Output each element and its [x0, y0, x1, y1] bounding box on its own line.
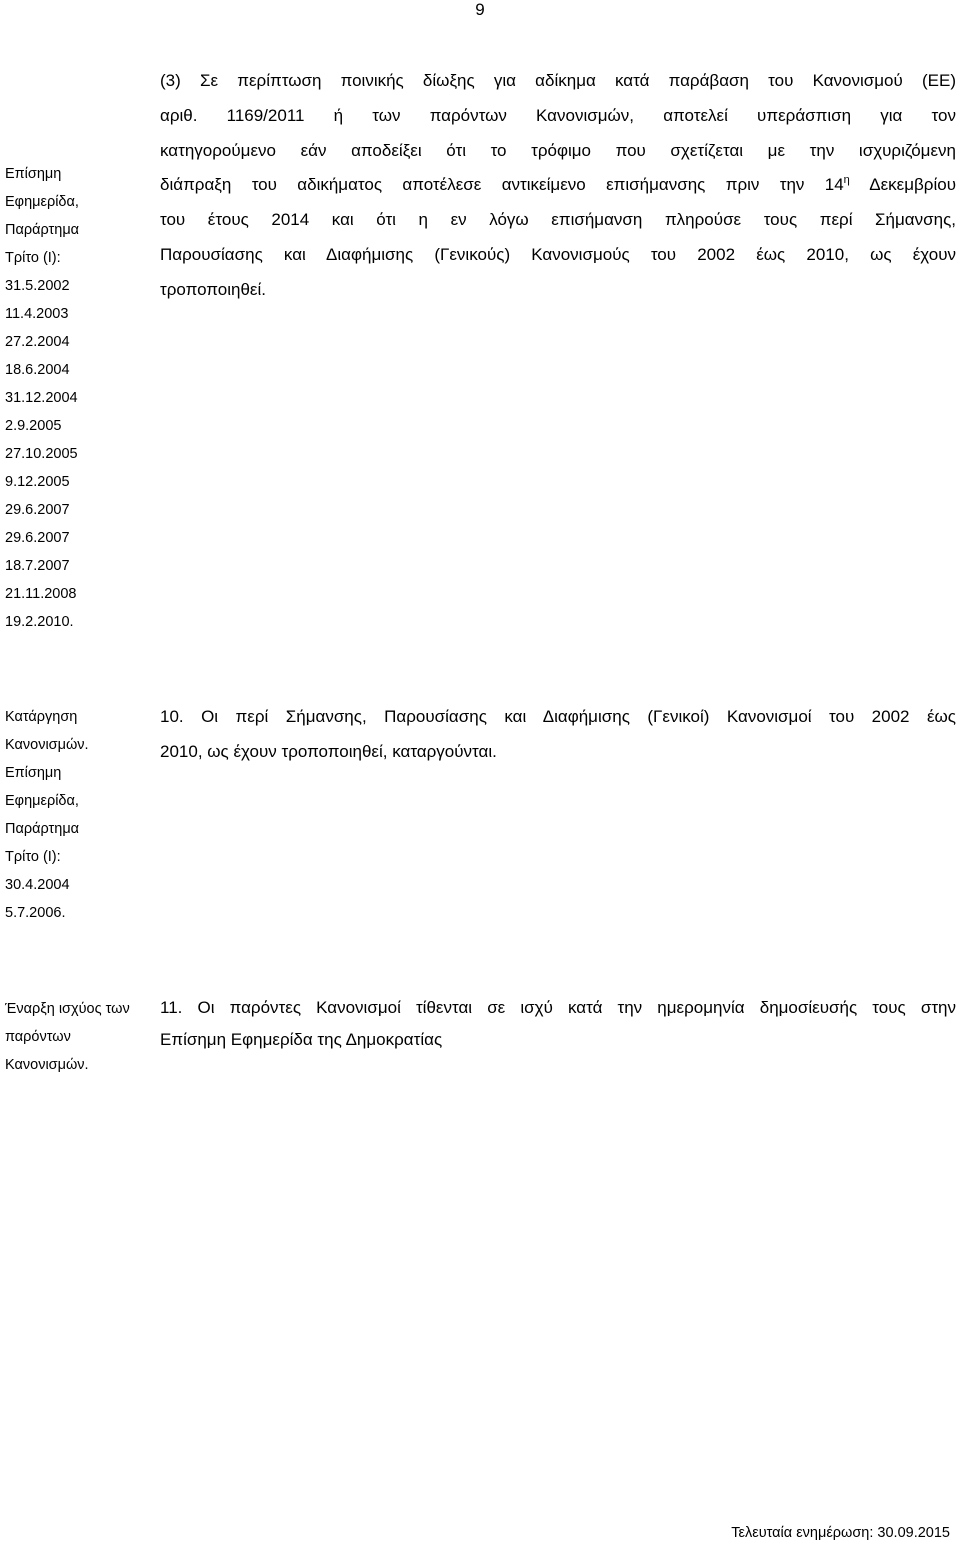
- margin-line: 11.4.2003: [5, 306, 69, 322]
- text-line: 10. Οι περί Σήμανσης, Παρουσίασης και Διαφήμισης (Γενικοί) Κανονισμοί του 2002 έως: [160, 707, 956, 726]
- margin-line: Τρίτο (Ι):: [5, 849, 61, 865]
- margin-line: 2.9.2005: [5, 418, 62, 434]
- margin-line: 29.6.2007: [5, 530, 70, 546]
- margin-line: 31.12.2004: [5, 390, 78, 406]
- footer-last-updated: Τελευταία ενημέρωση: 30.09.2015: [731, 1525, 950, 1541]
- margin-line: 5.7.2006.: [5, 905, 66, 921]
- text-line: του έτους 2014 και ότι η εν λόγω επισήμανση πληρούσε τους περί Σήμανσης,: [160, 210, 956, 230]
- margin-note-gazette-refs: [5, 160, 155, 636]
- text-line: τροποποιηθεί.: [160, 279, 267, 299]
- margin-line: Κανονισμών.: [5, 737, 89, 753]
- margin-line: 27.2.2004: [5, 334, 70, 350]
- margin-line: Έναρξη ισχύος των: [5, 1001, 130, 1017]
- margin-line: Επίσημη: [5, 166, 62, 182]
- margin-line: 27.10.2005: [5, 446, 78, 462]
- margin-line: παρόντων: [5, 1029, 71, 1045]
- paragraph-repeal: [160, 700, 956, 770]
- superscript: η: [843, 174, 850, 187]
- text-line: 2010, ως έχουν τροποποιηθεί, καταργούνται.: [160, 741, 497, 761]
- margin-line: Παράρτημα: [5, 821, 80, 837]
- text-line: κατηγορούμενο εάν αποδείξει ότι το τρόφιμο που σχετίζεται με την ισχυριζόμενη: [160, 140, 956, 160]
- margin-line: 19.2.2010.: [5, 614, 74, 630]
- margin-note-commencement: [5, 995, 155, 1079]
- margin-line: Τρίτο (Ι):: [5, 250, 61, 266]
- margin-line: 18.6.2004: [5, 362, 70, 378]
- text-line: (3) Σε περίπτωση ποινικής δίωξης για αδίκημα κατά παράβαση του Κανονισμού (ΕΕ): [160, 71, 956, 90]
- margin-line: Επίσημη: [5, 765, 62, 781]
- text-line-with-superscript: [160, 168, 956, 203]
- text-line: Επίσημη Εφημερίδα της Δημοκρατίας: [160, 1030, 443, 1049]
- text-fragment: Δεκεμβρίου: [849, 175, 956, 195]
- margin-line: 31.5.2002: [5, 278, 70, 294]
- text-line: αριθ. 1169/2011 ή των παρόντων Κανονισμών, αποτελεί υπεράσπιση για τον: [160, 105, 956, 125]
- margin-note-repeal: [5, 703, 155, 927]
- text-line: 11. Οι παρόντες Κανονισμοί τίθενται σε ισχύ κατά την ημερομηνία δημοσίευσής τους στην: [160, 998, 956, 1017]
- margin-line: 30.4.2004: [5, 877, 70, 893]
- margin-line: 18.7.2007: [5, 558, 70, 574]
- margin-line: Κατάργηση: [5, 709, 78, 725]
- margin-line: Εφημερίδα,: [5, 793, 79, 809]
- page-number: 9: [475, 0, 485, 19]
- text-fragment: διάπραξη του αδικήματος αποτέλεσε αντικείμενο επισήμανσης πριν την 14: [160, 175, 844, 195]
- margin-line: 9.12.2005: [5, 474, 70, 490]
- margin-line: Κανονισμών.: [5, 1057, 89, 1073]
- margin-line: Παράρτημα: [5, 222, 80, 238]
- margin-line: 21.11.2008: [5, 586, 77, 602]
- text-line: Παρουσίασης και Διαφήμισης (Γενικούς) Κανονισμούς του 2002 έως 2010, ως έχουν: [160, 244, 956, 264]
- paragraph-commencement: [160, 992, 956, 1056]
- margin-line: 29.6.2007: [5, 502, 70, 518]
- paragraph-defence-clause: [160, 64, 956, 308]
- margin-line: Εφημερίδα,: [5, 194, 79, 210]
